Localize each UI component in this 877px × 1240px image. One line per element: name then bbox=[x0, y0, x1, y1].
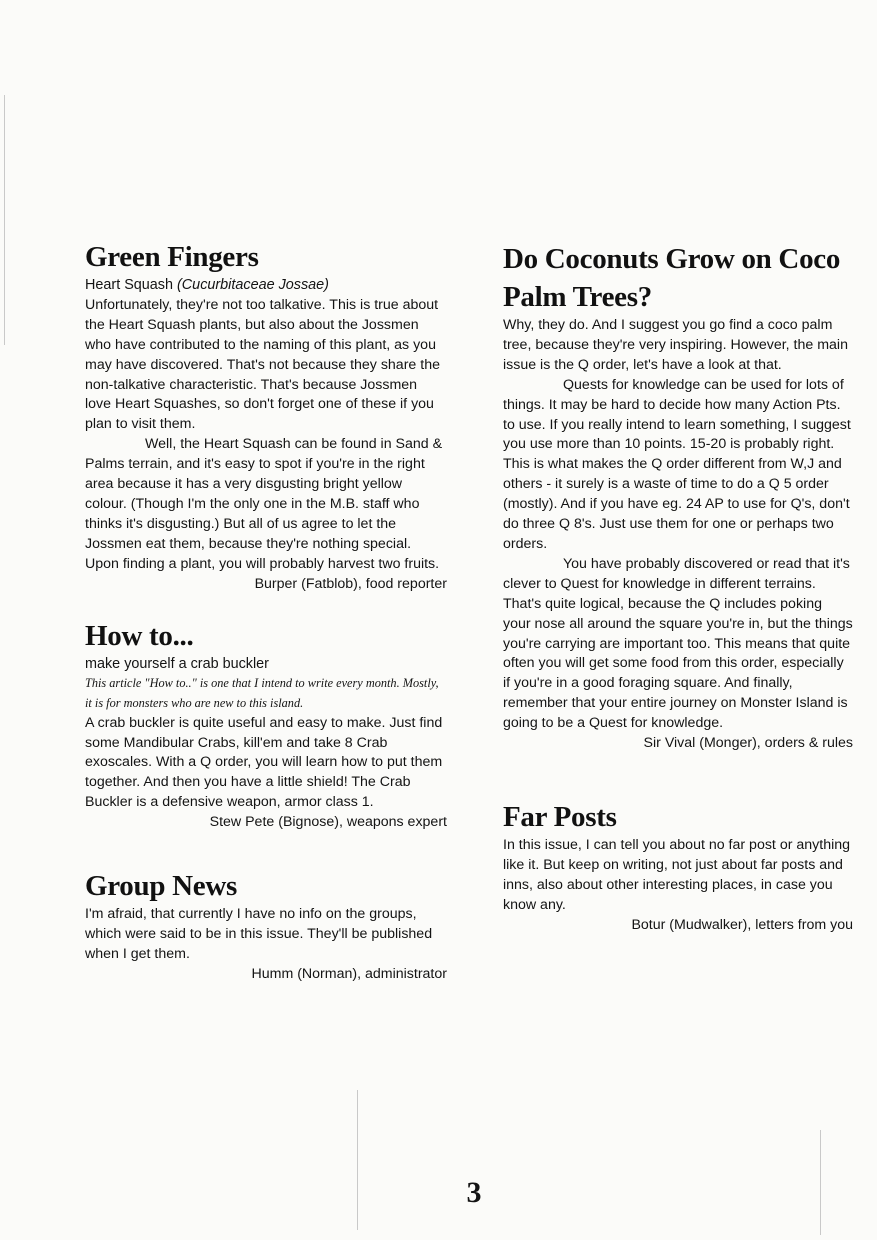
page-number: 3 bbox=[466, 1176, 482, 1209]
far-posts-paragraph-1: In this issue, I can tell you about no far post or anything like it. But keep on writing, not just about far posts and inns, also about other interesting places, in case you know any. bbox=[503, 836, 851, 913]
right-column bbox=[503, 240, 853, 935]
group-news-paragraph-1: I'm afraid, that currently I have no info on the groups, which were said to be in this issue. They'll be published when I get them. bbox=[85, 906, 433, 962]
how-to-subtitle: make yourself a crab buckler bbox=[85, 655, 269, 672]
green-fingers-subtitle bbox=[85, 276, 447, 296]
coconuts-article bbox=[503, 240, 853, 754]
left-column bbox=[85, 238, 447, 985]
coconuts-paragraph-3: You have probably discovered or read that it's clever to Quest for knowledge in different terrains. That's quite logical, because the Q includes poking your nose all around the square you're in, but the things you're carrying are important too. This means that quite often you will get some food from this order, especially if you're in a good foraging square. And finally, remember that your entire journey on Monster Island is going to be a Quest for knowledge. bbox=[503, 555, 853, 732]
column-bleed-line bbox=[820, 1130, 821, 1235]
coconuts-paragraph-1: Why, they do. And I suggest you go find a coco palm tree, because they're very inspiring. However, the main issue is the Q order, let's have a look at that. bbox=[503, 317, 848, 373]
far-posts-heading: Far Posts bbox=[503, 800, 617, 833]
how-to-article bbox=[85, 617, 447, 834]
how-to-credit: Stew Pete (Bignose), weapons expert bbox=[209, 814, 447, 831]
group-news-heading: Group News bbox=[85, 870, 237, 903]
green-fingers-credit: Burper (Fatblob), food reporter bbox=[254, 575, 447, 592]
group-news-credit: Humm (Norman), administrator bbox=[251, 965, 447, 982]
how-to-paragraph-1: A crab buckler is quite useful and easy to make. Just find some Mandibular Crabs, kill'em and take 8 Crab exoscales. With a Q order, you will learn how to put them together. And then you have a little shield! The Crab Buckler is a defensive weapon, armor class 1. bbox=[85, 714, 443, 811]
green-fingers-paragraph-1: Unfortunately, they're not too talkative. This is true about the Heart Squash plants, but also about the Jossmen who have contributed to the naming of this plant, as you may have discovered. That's not because they share the non-talkative characteristic. That's because Jossmen love Heart Squashes, so don't forget one of these if you plan to visit them. bbox=[85, 296, 440, 433]
plant-name: Heart Squash bbox=[85, 277, 177, 293]
coconuts-paragraph-2: Quests for knowledge can be used for lots of things. It may be hard to decide how many Action Pts. to use. If you really intend to learn something, I suggest you use more than 10 points. 15-20 is probably right. This is what makes the Q order different from W,J and others - it surely is a waste of time to do a Q 5 order (mostly). And if you have eg. 24 AP to use for Q's, don't do three Q 8's. Just use them for one or perhaps two orders. bbox=[503, 376, 851, 552]
scan-edge-mark bbox=[4, 95, 5, 345]
green-fingers-paragraph-2: Well, the Heart Squash can be found in Sand & Palms terrain, and it's easy to spot if you're in the right area because it has a very disgusting bright yellow colour. (Though I'm the only one in the M.B. staff who thinks it's disgusting.) But all of us agree to let the Jossmen eat them, because they're nothing special. Upon finding a plant, you will probably harvest two fruits. bbox=[85, 436, 443, 572]
how-to-editor-note: This article "How to.." is one that I intend to write every month. Mostly, it is for monsters who are new to this island. bbox=[85, 676, 439, 710]
plant-latin-name: (Cucurbitaceae Jossae) bbox=[177, 277, 329, 293]
far-posts-article bbox=[503, 798, 853, 936]
coconuts-heading: Do Coconuts Grow on Coco Palm Trees? bbox=[503, 243, 841, 313]
far-posts-credit: Botur (Mudwalker), letters from you bbox=[631, 916, 853, 933]
green-fingers-article bbox=[85, 238, 447, 595]
group-news-article bbox=[85, 867, 447, 985]
green-fingers-heading: Green Fingers bbox=[85, 241, 259, 273]
column-bleed-line bbox=[357, 1090, 358, 1230]
how-to-heading: How to... bbox=[85, 619, 194, 652]
coconuts-credit: Sir Vival (Monger), orders & rules bbox=[643, 735, 853, 752]
